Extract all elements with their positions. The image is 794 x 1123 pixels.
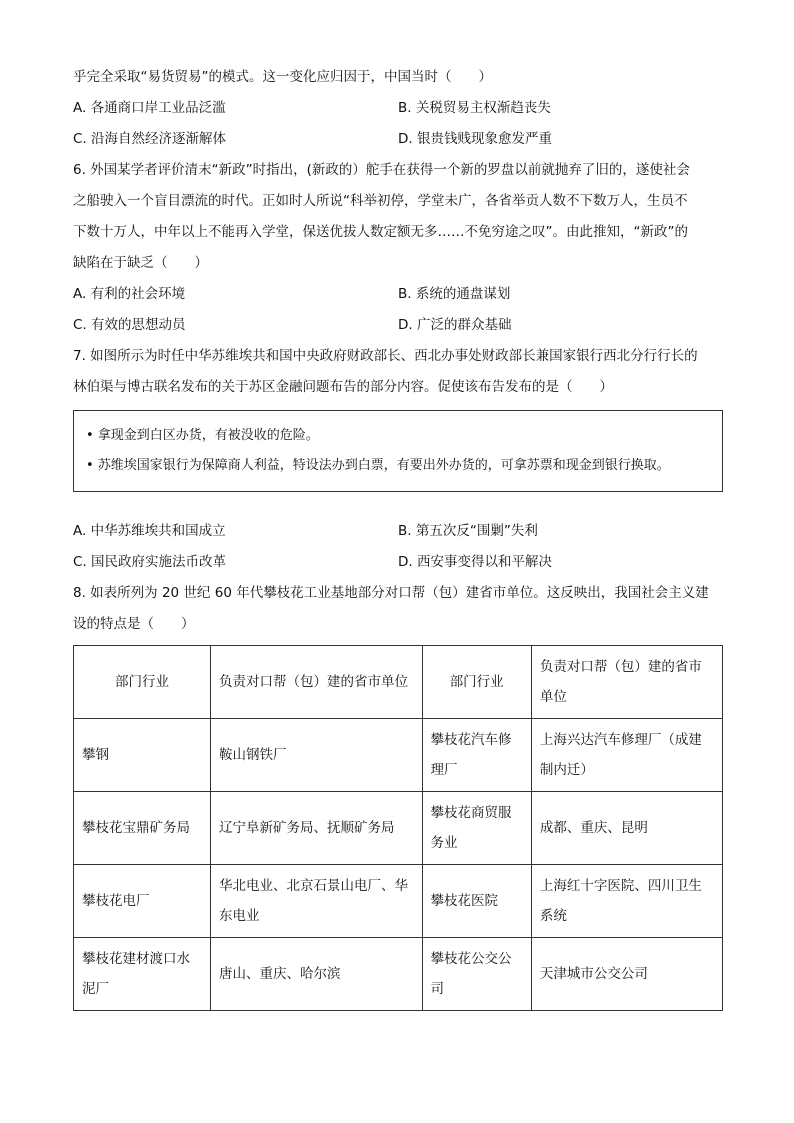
table-cell: 攀枝花建材渡口水泥厂 [74,938,211,1011]
table-cell: 攀枝花汽车修理厂 [422,719,531,792]
table-row [74,938,723,1011]
table-cell: 上海兴达汽车修理厂（成建制内迁） [531,719,722,792]
q7-stem-line-2: 林伯渠与博古联名发布的关于苏区金融问题布告的部分内容。促使该布告发布的是（ ） [73,379,613,395]
q8-stem-line-1: 8. 如表所列为 20 世纪 60 年代攀枝花工业基地部分对口帮（包）建省市单位。这反映出，我国社会主义建 [73,585,709,601]
q7-notice-line-1: • 拿现金到白区办货，有被没收的危险。 [86,428,319,443]
q7-option-a[interactable]: A. 中华苏维埃共和国成立 [73,523,226,539]
table-cell: 鞍山钢铁厂 [210,719,422,792]
q6-stem-line-4: 缺陷在于缺乏（ ） [73,255,208,271]
q6-option-a[interactable]: A. 有利的社会环境 [73,286,186,302]
table-cell: 攀枝花医院 [422,865,531,938]
q6-stem-line-1: 6. 外国某学者评价清末“新政”时指出，(新政的）舵手在获得一个新的罗盘以前就抛弃了旧的，遂使社会 [73,162,690,178]
exam-page [73,62,723,1011]
q7-option-d[interactable]: D. 西安事变得以和平解决 [398,554,552,570]
q7-stem-line-1: 7. 如图所示为时任中华苏维埃共和国中央政府财政部长、西北办事处财政部长兼国家银行西北分行行长的 [73,348,698,364]
q6-options-row-2 [73,310,723,341]
table-header-cell: 部门行业 [74,646,211,719]
q6-stem-line-3: 下数十万人，中年以上不能再入学堂，保送优拔人数定额无多……不免穷途之叹”。由此推知，“新政”的 [73,224,688,240]
q6-stem-line-2: 之船驶入一个盲目漂流的时代。正如时人所说“科举初停，学堂未广，各省举贡人数不下数万人，生员不 [73,193,688,209]
table-cell: 辽宁阜新矿务局、抚顺矿务局 [210,792,422,865]
table-row [74,792,723,865]
table-cell: 攀枝花电厂 [74,865,211,938]
table-row [74,719,723,792]
q5-option-b[interactable]: B. 关税贸易主权渐趋丧失 [398,100,551,116]
q5-option-c[interactable]: C. 沿海自然经济逐渐解体 [73,131,227,147]
table-cell: 攀枝花宝鼎矿务局 [74,792,211,865]
q6-option-b[interactable]: B. 系统的通盘谋划 [398,286,511,302]
table-header-cell: 部门行业 [422,646,531,719]
table-header-cell: 负责对口帮（包）建的省市单位 [210,646,422,719]
q5-option-a[interactable]: A. 各通商口岸工业品泛滥 [73,100,226,116]
q7-notice-box [73,410,723,492]
q7-options-row-2 [73,547,723,578]
q8-stem-line-2: 设的特点是（ ） [73,616,195,632]
table-row [74,865,723,938]
q7-notice-line-2: • 苏维埃国家银行为保障商人利益，特设法办到白票，有要出外办货的，可拿苏票和现金到银行换取。 [86,458,670,473]
q5-option-d[interactable]: D. 银贵钱贱现象愈发严重 [398,131,552,147]
q5-stem: 乎完全采取“易货贸易”的模式。这一变化应归因于，中国当时（ ） [73,69,492,85]
table-header-cell: 负责对口帮（包）建的省市单位 [531,646,722,719]
table-cell: 攀枝花公交公司 [422,938,531,1011]
q7-option-c[interactable]: C. 国民政府实施法币改革 [73,554,227,570]
q5-options-row-2 [73,124,723,155]
q7-options-row-1 [73,516,723,547]
table-cell: 天津城市公交公司 [531,938,722,1011]
q6-option-d[interactable]: D. 广泛的群众基础 [398,317,512,333]
q5-options-row-1 [73,93,723,124]
q6-option-c[interactable]: C. 有效的思想动员 [73,317,186,333]
table-cell: 攀钢 [74,719,211,792]
table-header-row [74,646,723,719]
q6-options-row-1 [73,279,723,310]
table-cell: 攀枝花商贸服务业 [422,792,531,865]
table-cell: 成都、重庆、昆明 [531,792,722,865]
table-cell: 唐山、重庆、哈尔滨 [210,938,422,1011]
table-cell: 华北电业、北京石景山电厂、华东电业 [210,865,422,938]
q7-option-b[interactable]: B. 第五次反“围剿”失利 [398,523,538,539]
q8-table [73,645,723,1011]
table-cell: 上海红十字医院、四川卫生系统 [531,865,722,938]
